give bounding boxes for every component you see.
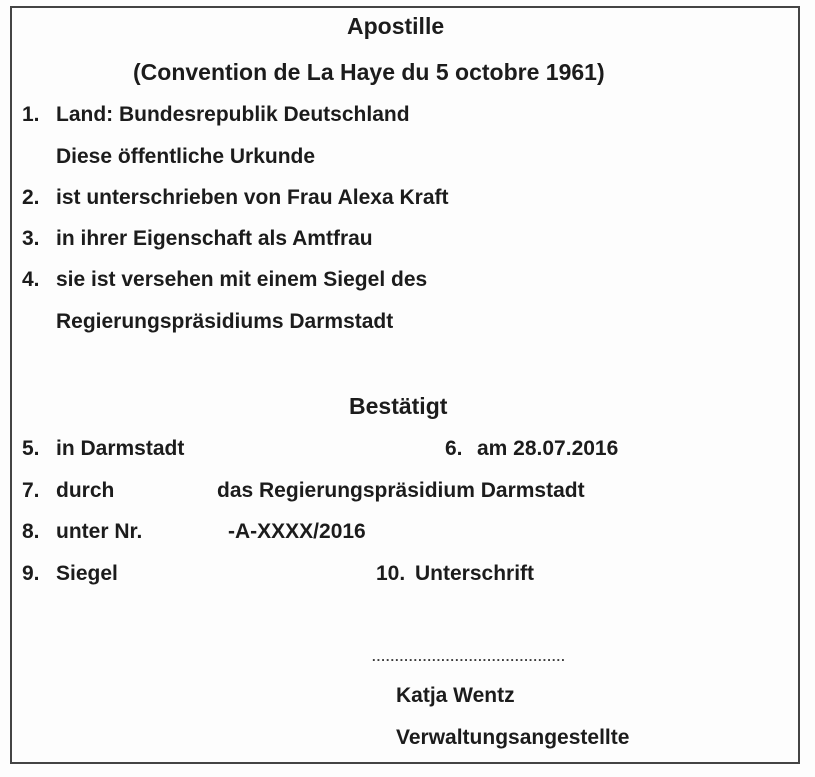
item-number-8: 8. [22, 520, 40, 543]
item-by-authority: das Regierungspräsidium Darmstadt [217, 479, 585, 502]
item-number-3: 3. [22, 227, 40, 250]
item-capacity: in ihrer Eigenschaft als Amtfrau [56, 227, 373, 250]
item-seal-label: Siegel [56, 562, 118, 585]
item-place: in Darmstadt [56, 437, 185, 460]
item-number-1: 1. [22, 103, 40, 126]
item-number-9: 9. [22, 562, 40, 585]
item-number-4: 4. [22, 268, 40, 291]
item-seal-authority: Regierungspräsidiums Darmstadt [56, 310, 394, 333]
item-number-2: 2. [22, 186, 40, 209]
item-signed-by: ist unterschrieben von Frau Alexa Kraft [56, 186, 449, 209]
item-number-label: unter Nr. [56, 520, 143, 543]
item-by-label: durch [56, 479, 115, 502]
signature-dotted-line: .......................................... [372, 649, 566, 664]
item-date: am 28.07.2016 [477, 437, 619, 460]
confirmed-heading: Bestätigt [349, 393, 448, 419]
item-number-10: 10. [376, 562, 406, 585]
document-subtitle: (Convention de La Haye du 5 octobre 1961) [133, 59, 605, 85]
item-country: Land: Bundesrepublik Deutschland [56, 103, 410, 126]
item-signature-label: Unterschrift [415, 562, 535, 585]
item-document-line: Diese öffentliche Urkunde [56, 145, 316, 168]
document-title: Apostille [347, 13, 445, 39]
item-number-6: 6. [445, 437, 463, 460]
signatory-role: Verwaltungsangestellte [396, 726, 630, 749]
signatory-name: Katja Wentz [396, 684, 515, 707]
item-seal-line: sie ist versehen mit einem Siegel des [56, 268, 428, 291]
item-number-5: 5. [22, 437, 40, 460]
item-reference-number: -A-XXXX/2016 [228, 520, 366, 543]
item-number-7: 7. [22, 479, 40, 502]
